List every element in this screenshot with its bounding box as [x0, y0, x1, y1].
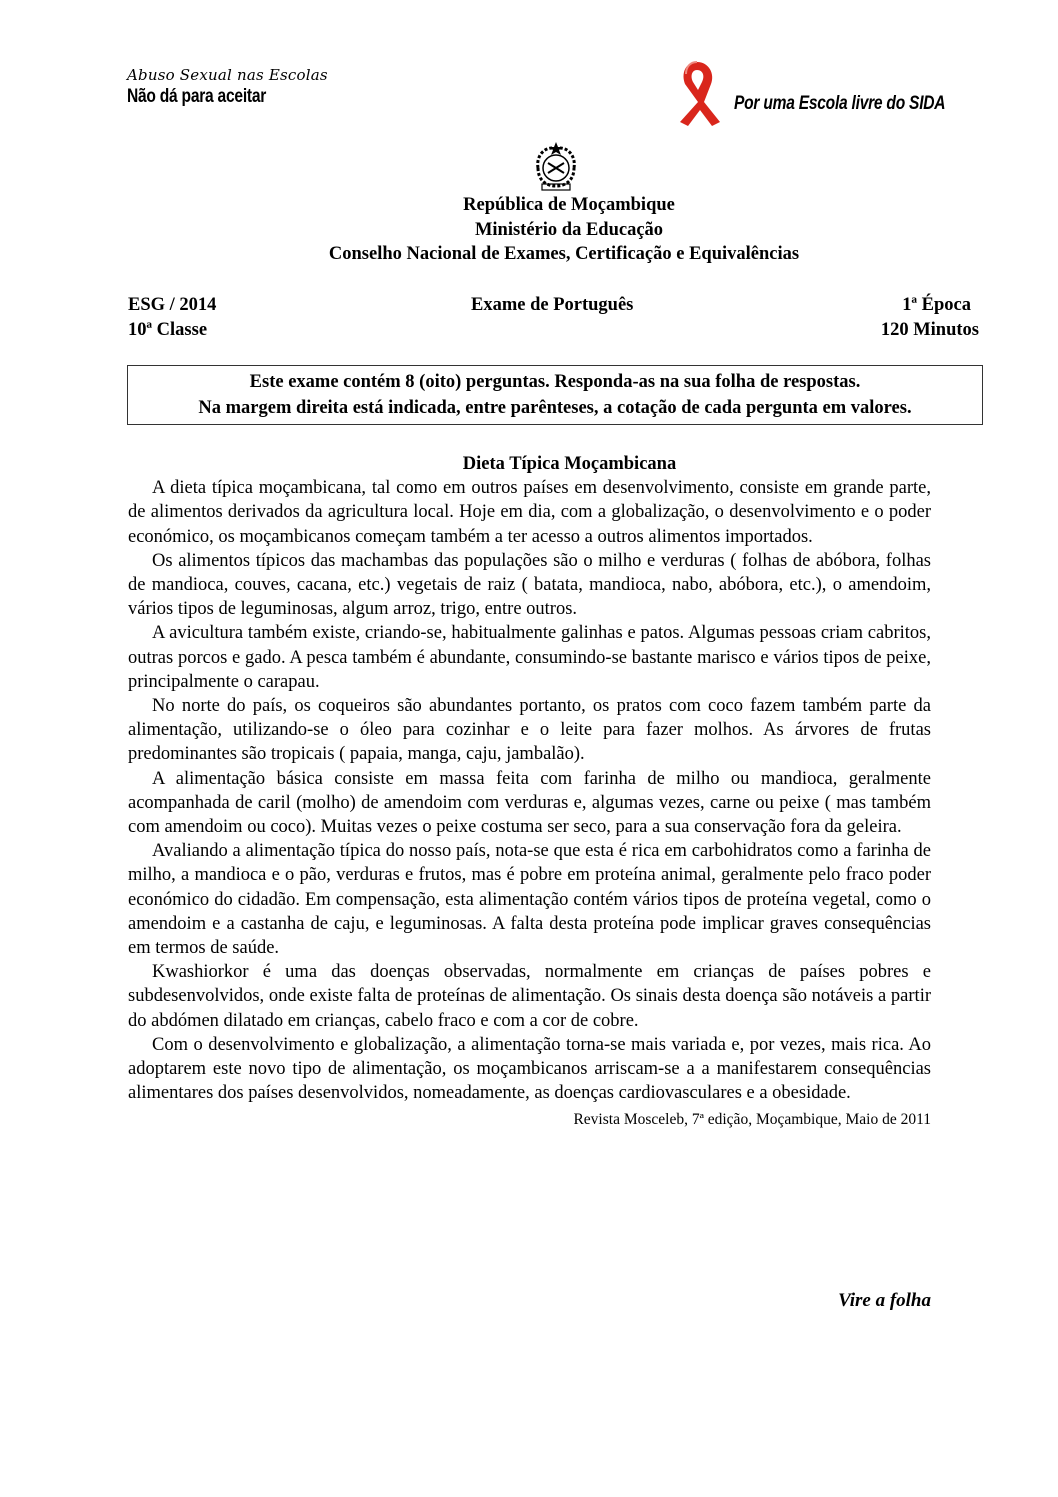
exam-info [128, 293, 979, 343]
article-title: Dieta Típica Moçambicana [462, 454, 677, 474]
coat-of-arms-icon [524, 140, 588, 194]
council-name: Conselho Nacional de Exames, Certificação e Equivalências [328, 244, 800, 264]
paragraph: No norte do país, os coqueiros são abundantes portanto, os pratos com coco fazem também parte da alimentação, utilizando-se o óleo para cozinhar e o leite para fazer molhos. As árvores de frutas predominantes são tropicais ( papaia, manga, caju, jambalão). [128, 696, 931, 765]
sida-slogan: Por uma Escola livre do SIDA [734, 93, 946, 114]
exam-duration: 120 Minutos [880, 320, 979, 340]
exam-subject: Exame de Português [471, 295, 634, 315]
turn-page-note: Vire a folha [838, 1290, 931, 1311]
instructions-line-1: Este exame contém 8 (oito) perguntas. Responda-as na sua folha de respostas. [249, 372, 861, 392]
paragraph: Kwashiorkor é uma das doenças observadas, normalmente em crianças de países pobres e subdesenvolvidos, onde existe falta de proteínas de alimentação. Os sinais desta doença são notáveis a partir do abdómen dilatado em crianças, cabelo fraco e com a cor de cobre. [128, 962, 931, 1031]
instructions-box [127, 365, 983, 425]
paragraph: Avaliando a alimentação típica do nosso país, nota-se que esta é rica em carbohidratos como a farinha de milho, a mandioca e o pão, verduras e frutos, mas é pobre em proteína animal, geralmente pelo fraco poder económico do cidadão. Em compensação, esta alimentação contém vários tipos de proteína vegetal, como o amendoim e a castanha de caju, e leguminosas. A falta desta proteína pode implicar graves consequências em termos de saúde. [128, 841, 931, 959]
campaign-header-left [127, 66, 328, 109]
paragraph: A avicultura também existe, criando-se, habitualmente galinhas e patos. Algumas pessoas criam cabritos, outras porcos e gado. A pesca também é abundante, consumindo-se bastante marisco e vários tipos de peixe, principalmente o carapau. [128, 623, 931, 692]
ministry-name: Ministério da Educação [474, 219, 664, 240]
paragraph: A dieta típica moçambicana, tal como em outros países em desenvolvimento, consiste em grande parte, de alimentos derivados da agricultura local. Hoje em dia, com a globalização, o desenvolvimento e o poder económico, os moçambicanos começam também a ter acesso a outros alimentos importados. [128, 478, 931, 547]
instructions-line-2: Na margem direita está indicada, entre parênteses, a cotação de cada pergunta em valores. [198, 398, 912, 418]
republic-name: República de Moçambique [463, 195, 675, 215]
article-source: Revista Mosceleb, 7ª edição, Moçambique, Maio de 2011 [573, 1111, 931, 1129]
campaign-script-text: Abuso Sexual nas Escolas [127, 66, 328, 84]
institution-block [0, 193, 1058, 267]
reading-text [128, 452, 931, 1131]
exam-grade: 10ª Classe [128, 320, 208, 340]
paragraph: A alimentação básica consiste em massa feita com farinha de milho ou mandioca, geralmente acompanhada de caril (molho) de amendoim com verduras e, algumas vezes, carne ou peixe ( mas também com amendoim ou coco). Muitas vezes o peixe costuma ser seco, para a sua conservação fora da geleira. [128, 768, 931, 838]
aids-ribbon-icon [668, 58, 726, 128]
campaign-header-right [668, 58, 992, 128]
campaign-slogan: Não dá para aceitar [127, 86, 267, 107]
exam-code: ESG / 2014 [128, 295, 217, 315]
exam-season: 1ª Época [902, 295, 971, 315]
paragraph: Com o desenvolvimento e globalização, a alimentação torna-se mais variada e, por vezes, mais rica. Ao adoptarem este novo tipo de alimentação, os moçambicanos arriscam-se a a manifestarem consequências alimentares dos países desenvolvidos, nomeadamente, as doenças cardiovasculares e a obesidade. [128, 1034, 931, 1104]
paragraph: Os alimentos típicos das machambas das populações são o milho e verduras ( folhas de abóbora, folhas de mandioca, couves, cacana, etc.) vegetais de raiz ( batata, mandioca, nabo, abóbora, etc.), o amendoim, vários tipos de leguminosas, algum arroz, trigo, entre outros. [128, 550, 931, 620]
